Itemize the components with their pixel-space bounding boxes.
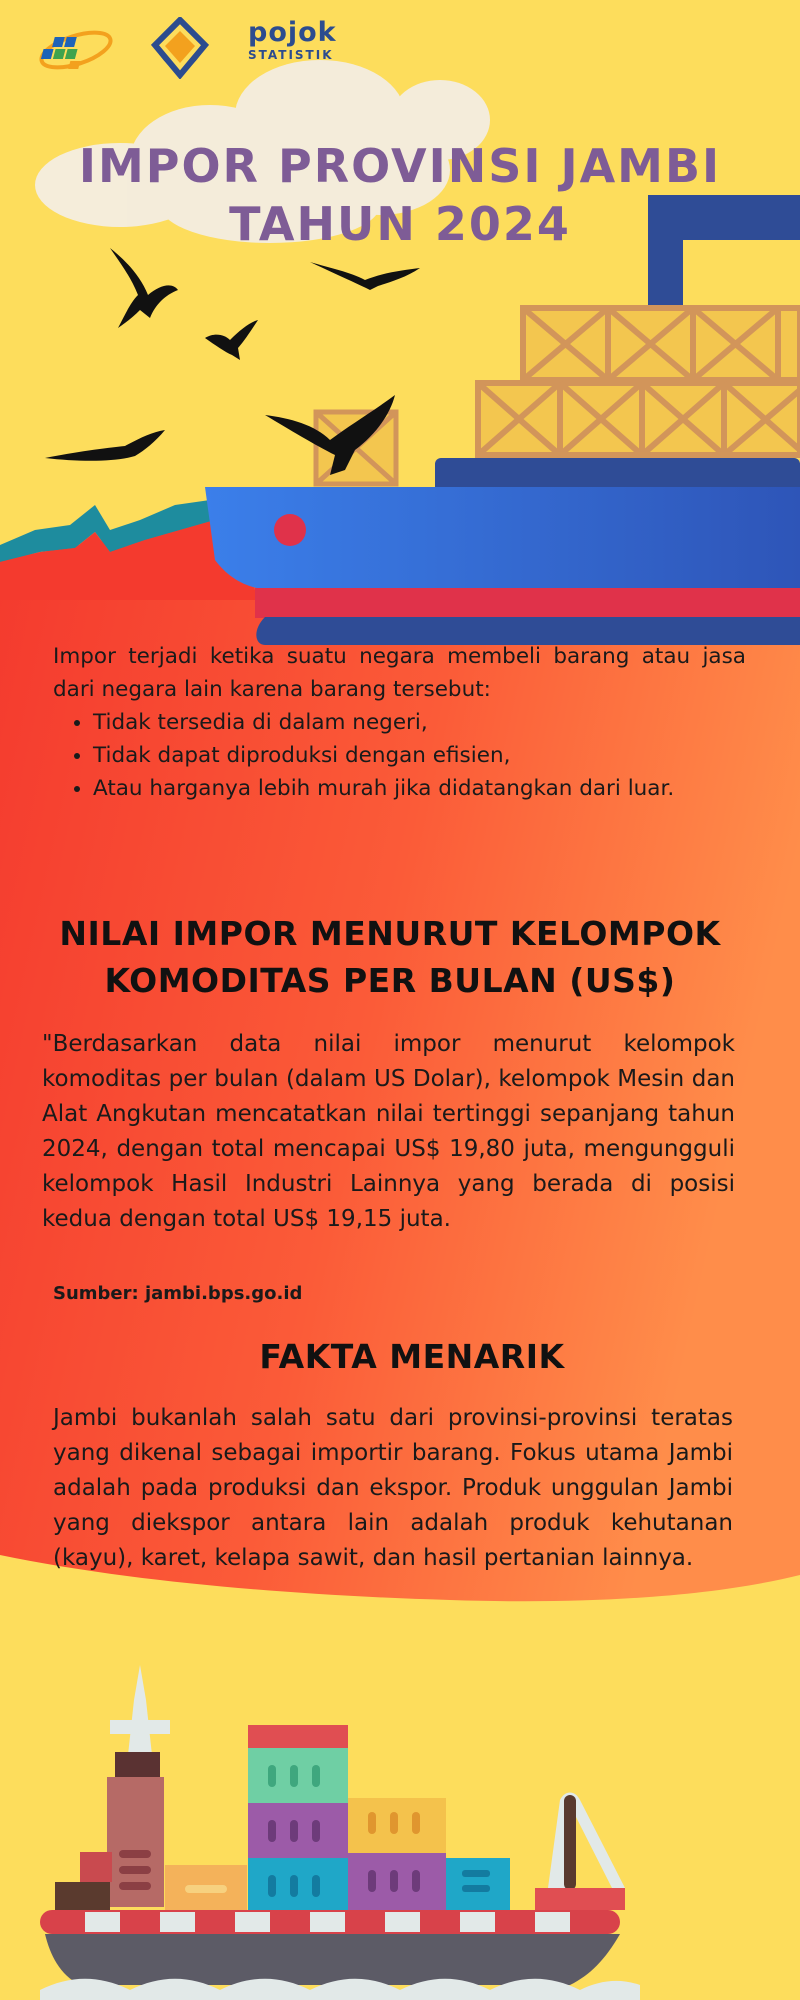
crates-middle <box>478 383 800 455</box>
import-value-paragraph: "Berdasarkan data nilai impor menurut kelompok komoditas per bulan (dalam US Dolar), kelompok Mesin dan Alat Angkutan mencatatkan nilai tertinggi sepanjang tahun 2024, dengan total mencapai US$ 19,80 juta, mengungguli kelompok Hasil Industri Lainnya yang berada di posisi kedua dengan total US$ 19,15 juta. <box>42 1031 735 1232</box>
statistik-logo-word: STATISTIK <box>248 48 334 62</box>
section-heading-fakta: FAKTA MENARIK <box>259 1337 565 1376</box>
ship-hull-top <box>205 458 800 645</box>
page-title-line1: IMPOR PROVINSI JAMBI <box>78 139 722 193</box>
list-item: • Tidak dapat diproduksi dengan efisien, <box>93 739 746 772</box>
section-heading-line1: NILAI IMPOR MENURUT KELOMPOK <box>59 914 721 953</box>
section-heading-import-value <box>0 910 780 1004</box>
bottom-ship <box>40 1665 640 2000</box>
list-item: • Tidak tersedia di dalam negeri, <box>93 706 746 739</box>
crates-top <box>523 308 800 380</box>
page-title <box>0 137 800 253</box>
agency-logo-icon <box>145 17 215 79</box>
pojok-logo-word: pojok <box>248 17 337 48</box>
section-heading-line2: KOMODITAS PER BULAN (US$) <box>104 961 676 1000</box>
bps-logo-icon <box>36 25 114 75</box>
list-item: • Atau harganya lebih murah jika didatangkan dari luar. <box>93 772 746 805</box>
source-note: Sumber: jambi.bps.go.id <box>53 1283 303 1304</box>
intro-block <box>53 640 746 805</box>
page-title-line2: TAHUN 2024 <box>229 197 571 251</box>
intro-text: Impor terjadi ketika suatu negara membeli barang atau jasa dari negara lain karena barang tersebut: <box>53 644 746 702</box>
pojok-statistik-logo <box>248 18 348 62</box>
birds-silhouette <box>45 248 420 475</box>
reasons-list <box>53 706 746 805</box>
fakta-paragraph: Jambi bukanlah salah satu dari provinsi-provinsi teratas yang dikenal sebagai importir barang. Fokus utama Jambi adalah pada produksi dan ekspor. Produk unggulan Jambi yang diekspor antara lain adalah produk kehutanan (kayu), karet, kelapa sawit, dan hasil pertanian lainnya. <box>53 1405 733 1571</box>
